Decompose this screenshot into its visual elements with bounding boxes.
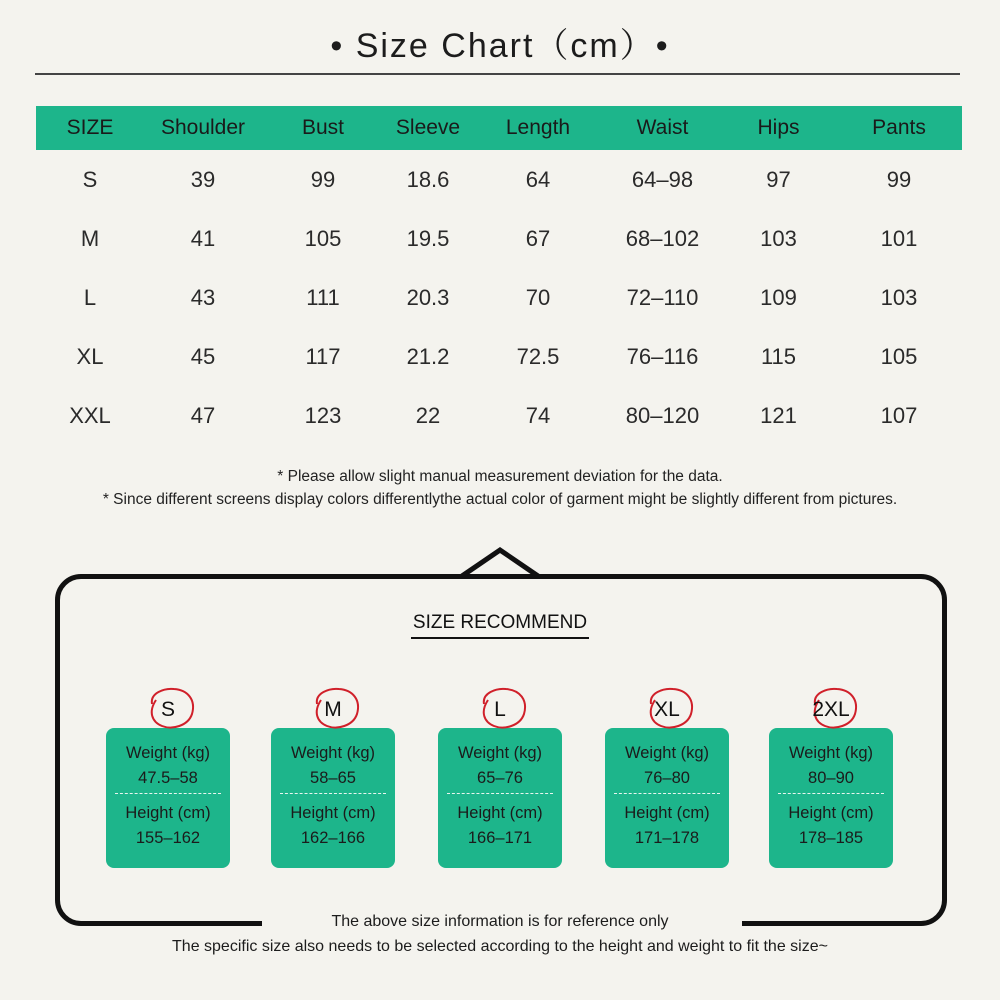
height-label: Height (cm)	[290, 804, 376, 822]
size-recommend-label: SIZE RECOMMEND	[411, 612, 589, 639]
weight-label: Weight (kg)	[788, 744, 874, 762]
table-cell: L	[83, 284, 97, 310]
table-cell: 80–120	[625, 402, 700, 428]
header-hips: Hips	[721, 106, 836, 150]
table-cell: 41	[190, 225, 216, 251]
table-cell: S	[82, 166, 98, 192]
card-divider	[614, 793, 720, 794]
table-cell: 72–110	[626, 284, 699, 310]
size-label	[605, 684, 729, 728]
table-cell: 76–116	[626, 343, 699, 369]
table-cell: 64–98	[631, 166, 694, 192]
weight-value: 80–90	[808, 769, 854, 787]
table-cell: 99	[310, 166, 336, 192]
height-label: Height (cm)	[624, 804, 710, 822]
table-cell: XL	[76, 343, 104, 369]
header-length: Length	[472, 106, 604, 150]
recommend-card	[106, 728, 230, 868]
table-cell: 103	[760, 225, 797, 251]
table-cell: 105	[304, 225, 342, 251]
table-cell: 18.6	[406, 166, 450, 192]
table-cell: 45	[190, 343, 216, 369]
recommend-card	[271, 728, 395, 868]
table-cell: 21.2	[406, 343, 450, 369]
size-label-text: S	[160, 698, 175, 721]
card-divider	[447, 793, 553, 794]
weight-value: 58–65	[310, 769, 356, 787]
weight-label: Weight (kg)	[125, 744, 211, 762]
table-cell: 22	[415, 402, 441, 428]
header-pants: Pants	[836, 106, 962, 150]
table-cell: 72.5	[516, 343, 560, 369]
table-cell: 105	[880, 343, 918, 369]
weight-label: Weight (kg)	[457, 744, 543, 762]
header-size: SIZE	[36, 106, 144, 150]
reference-note-text: The above size information is for reference only	[295, 913, 704, 930]
recommend-card-s	[106, 684, 230, 868]
height-value: 166–171	[467, 829, 533, 847]
table-cell: 109	[760, 284, 797, 310]
header-bust: Bust	[262, 106, 384, 150]
table-cell: 121	[760, 402, 797, 428]
recommend-card-xl	[605, 684, 729, 868]
weight-value: 65–76	[477, 769, 523, 787]
table-cell: 43	[190, 284, 216, 310]
table-cell: XXL	[69, 402, 111, 428]
table-cell: M	[80, 225, 100, 251]
recommend-card-m	[271, 684, 395, 868]
color-note: * Since different screens display colors differentlythe actual color of garment might be slightly different from pictures.	[102, 491, 898, 508]
table-cell: 107	[880, 402, 918, 428]
measurement-note: * Please allow slight manual measurement deviation for the data.	[277, 468, 723, 485]
card-divider	[280, 793, 386, 794]
table-cell: 117	[305, 343, 341, 369]
table-cell: 67	[525, 225, 551, 251]
header-waist: Waist	[604, 106, 721, 150]
reference-note	[0, 913, 1000, 931]
size-label-text: XL	[654, 698, 680, 721]
recommend-card	[769, 728, 893, 868]
card-divider	[778, 793, 884, 794]
table-cell: 39	[190, 166, 216, 192]
table-cell: 20.3	[406, 284, 450, 310]
table-cell: 99	[886, 166, 912, 192]
table-cell: 47	[190, 402, 216, 428]
table-cell: 111	[306, 284, 340, 310]
table-cell: 101	[880, 225, 918, 251]
size-label	[271, 684, 395, 728]
table-cell: 68–102	[625, 225, 700, 251]
recommend-card	[605, 728, 729, 868]
table-cell: 103	[880, 284, 918, 310]
height-value: 178–185	[798, 829, 864, 847]
header-shoulder: Shoulder	[144, 106, 262, 150]
weight-value: 76–80	[644, 769, 690, 787]
size-label-text: M	[324, 698, 342, 721]
table-cell: 70	[525, 284, 551, 310]
size-label	[438, 684, 562, 728]
table-cell: 19.5	[406, 225, 450, 251]
page-title: • Size Chart（cm）•	[330, 27, 670, 65]
height-value: 155–162	[135, 829, 201, 847]
recommend-card-2xl	[769, 684, 893, 868]
weight-label: Weight (kg)	[624, 744, 710, 762]
size-label-text: 2XL	[812, 698, 850, 721]
size-label	[106, 684, 230, 728]
table-cell: 115	[760, 343, 797, 369]
height-label: Height (cm)	[457, 804, 543, 822]
height-label: Height (cm)	[125, 804, 211, 822]
table-cell: 64	[525, 166, 551, 192]
weight-label: Weight (kg)	[290, 744, 376, 762]
fit-note: The specific size also needs to be selected according to the height and weight to fit the size~	[172, 938, 828, 955]
size-label-text: L	[494, 698, 506, 721]
table-cell: 97	[766, 166, 791, 192]
weight-value: 47.5–58	[138, 769, 198, 787]
table-cell: 74	[525, 402, 551, 428]
recommend-card-l	[438, 684, 562, 868]
card-divider	[115, 793, 221, 794]
height-label: Height (cm)	[788, 804, 874, 822]
height-value: 171–178	[634, 829, 700, 847]
recommend-card	[438, 728, 562, 868]
height-value: 162–166	[300, 829, 366, 847]
header-sleeve: Sleeve	[384, 106, 472, 150]
size-label	[769, 684, 893, 728]
table-cell: 123	[304, 402, 342, 428]
size-recommend-title	[0, 612, 1000, 639]
